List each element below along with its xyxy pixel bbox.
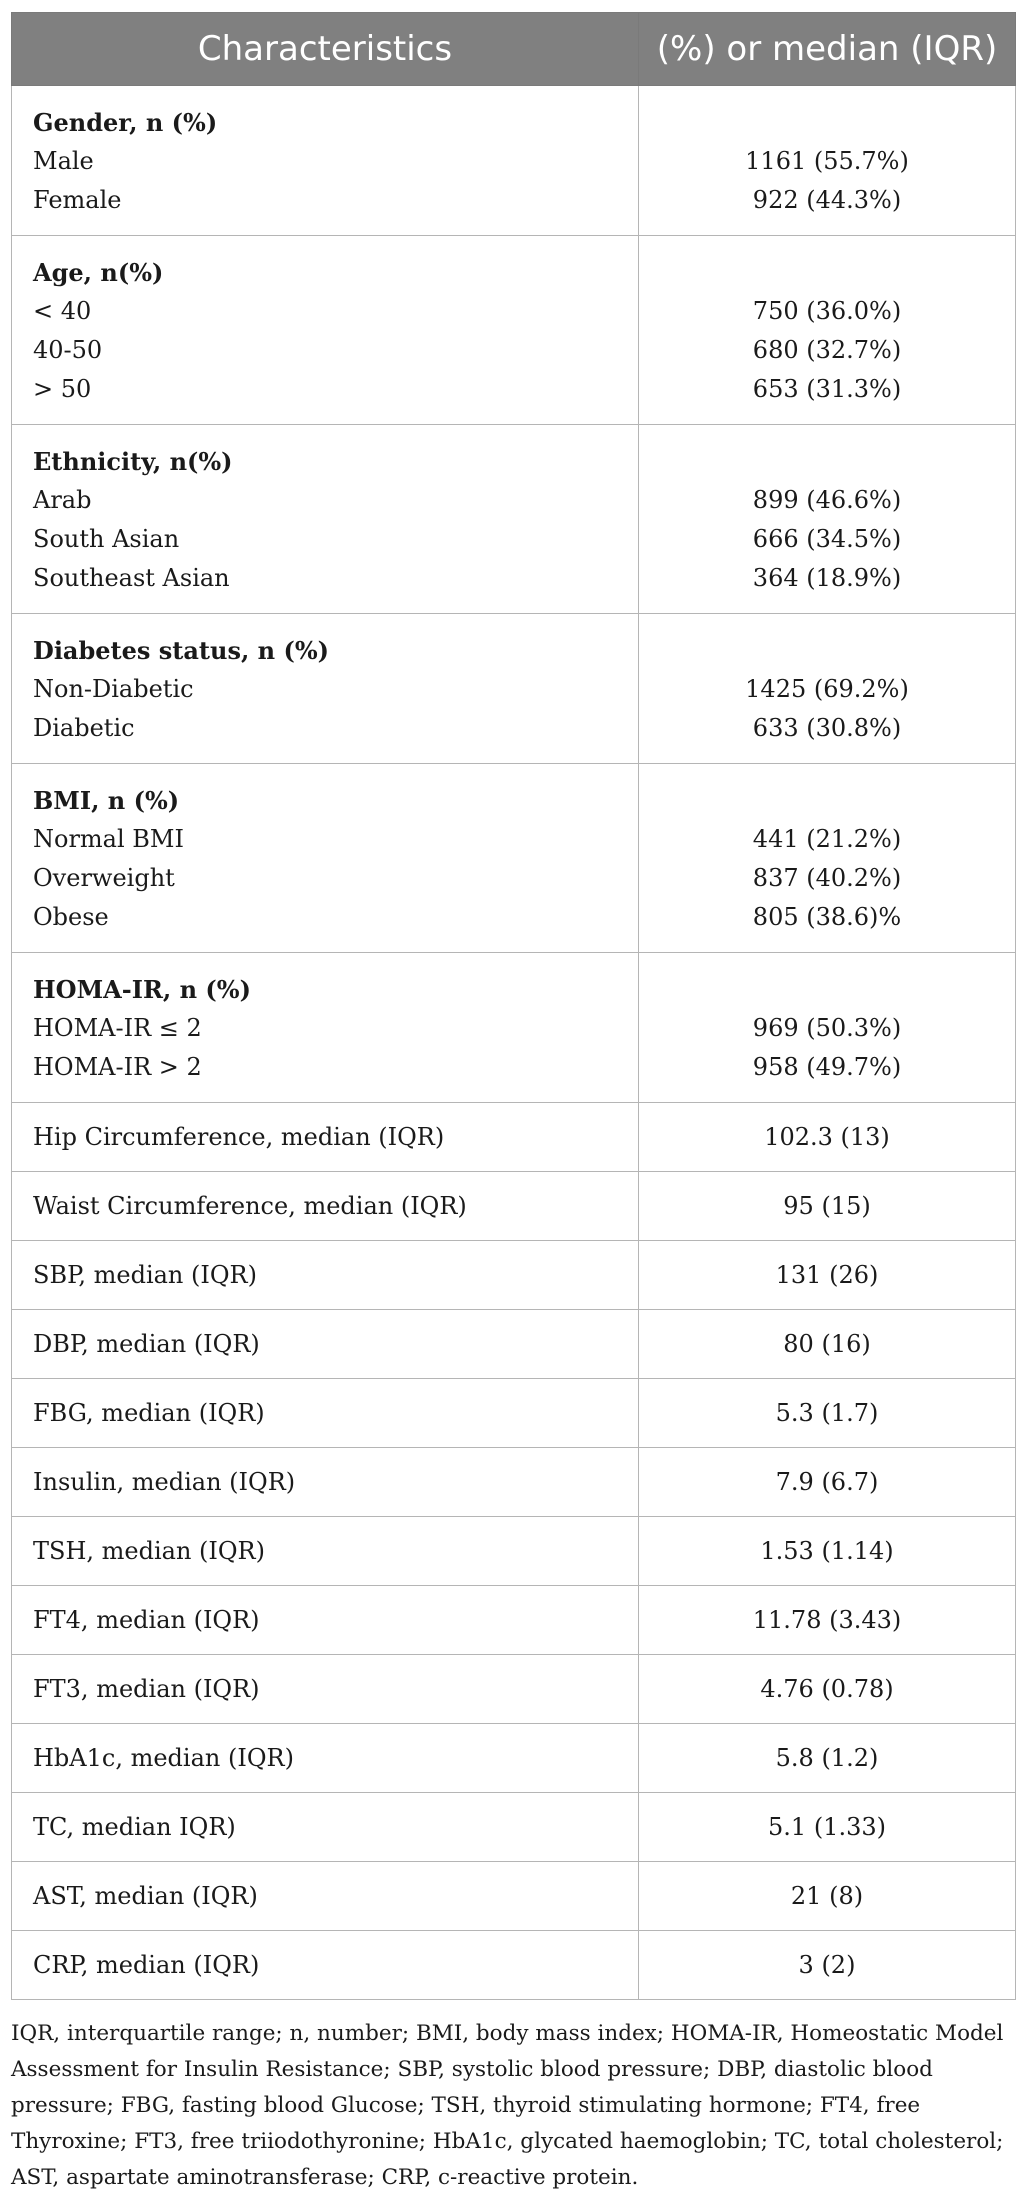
group-title: Diabetes status, n (%) [33, 636, 329, 665]
row-label: AST, median (IQR) [12, 1862, 639, 1931]
table-row [12, 1931, 1016, 2000]
row-label: FBG, median (IQR) [12, 1379, 639, 1448]
characteristics-table [11, 12, 1016, 2000]
row-label: DBP, median (IQR) [12, 1310, 639, 1379]
group-title: BMI, n (%) [33, 786, 180, 815]
row-label: HOMA-IR ≤ 2 [33, 1014, 202, 1042]
group-title: Age, n(%) [33, 258, 164, 287]
table-footnote: IQR, interquartile range; n, number; BMI, body mass index; HOMA-IR, Homeostatic Model Assessment for Insulin Resistance; SBP, systolic blood pressure; DBP, diastolic blood pressure; FBG, fasting blood Glucose; TSH, thyroid stimulating hormone; FT4, free Thyroxine; FT3, free triiodothyronine; HbA1c, glycated haemoglobin; TC, total cholesterol; AST, aspartate aminotransferase; CRP, c-reactive protein. [11, 2021, 1004, 2190]
table-row [12, 1724, 1016, 1793]
row-value: 11.78 (3.43) [639, 1586, 1016, 1655]
row-label: South Asian [33, 525, 180, 553]
table-row [12, 1241, 1016, 1310]
row-value: 5.8 (1.2) [639, 1724, 1016, 1793]
row-label: Normal BMI [33, 825, 184, 853]
row-label: CRP, median (IQR) [12, 1931, 639, 2000]
row-label: FT3, median (IQR) [12, 1655, 639, 1724]
row-label: 40-50 [33, 336, 103, 364]
row-value: 80 (16) [639, 1310, 1016, 1379]
group-label-cell [12, 86, 639, 236]
row-value: 5.1 (1.33) [639, 1793, 1016, 1862]
table-row [12, 1379, 1016, 1448]
table-container [11, 12, 1015, 2196]
row-label: Overweight [33, 864, 175, 892]
group-row [12, 425, 1016, 614]
table-row [12, 1310, 1016, 1379]
group-label-cell [12, 764, 639, 953]
group-label-cell [12, 953, 639, 1103]
table-row [12, 1793, 1016, 1862]
row-value: 653 (31.3%) [752, 375, 902, 403]
row-label: Male [33, 147, 94, 175]
group-row [12, 614, 1016, 764]
table-row [12, 1586, 1016, 1655]
row-label: Female [33, 186, 122, 214]
group-value-cell [639, 86, 1016, 236]
table-row [12, 1517, 1016, 1586]
group-label-cell [12, 425, 639, 614]
row-label: TC, median IQR) [12, 1793, 639, 1862]
row-value: 1161 (55.7%) [745, 147, 909, 175]
row-value: 364 (18.9%) [752, 564, 902, 592]
group-title: Ethnicity, n(%) [33, 447, 233, 476]
table-body [12, 86, 1016, 2000]
table-header-row [12, 13, 1016, 86]
row-value: 633 (30.8%) [752, 714, 902, 742]
group-row [12, 953, 1016, 1103]
group-row [12, 86, 1016, 236]
row-value: 441 (21.2%) [752, 825, 902, 853]
header-value: (%) or median (IQR) [639, 13, 1016, 86]
group-value-cell [639, 425, 1016, 614]
row-value: 837 (40.2%) [752, 864, 902, 892]
row-label: < 40 [33, 297, 92, 325]
row-value: 899 (46.6%) [752, 486, 902, 514]
row-value: 750 (36.0%) [752, 297, 902, 325]
row-value: 102.3 (13) [639, 1103, 1016, 1172]
group-value-cell [639, 614, 1016, 764]
row-label: Diabetic [33, 714, 135, 742]
row-value: 3 (2) [639, 1931, 1016, 2000]
group-label-cell [12, 614, 639, 764]
row-label: Southeast Asian [33, 564, 230, 592]
row-value: 666 (34.5%) [752, 525, 902, 553]
group-value-cell [639, 953, 1016, 1103]
row-value: 1.53 (1.14) [639, 1517, 1016, 1586]
row-value: 7.9 (6.7) [639, 1448, 1016, 1517]
row-label: HOMA-IR > 2 [33, 1053, 202, 1081]
table-row [12, 1655, 1016, 1724]
row-label: Hip Circumference, median (IQR) [12, 1103, 639, 1172]
row-value: 958 (49.7%) [752, 1053, 902, 1081]
table-row [12, 1103, 1016, 1172]
row-label: Waist Circumference, median (IQR) [12, 1172, 639, 1241]
row-label: Non-Diabetic [33, 675, 194, 703]
table-row [12, 1448, 1016, 1517]
row-value: 4.76 (0.78) [639, 1655, 1016, 1724]
row-value: 922 (44.3%) [752, 186, 902, 214]
row-label: SBP, median (IQR) [12, 1241, 639, 1310]
row-value: 95 (15) [639, 1172, 1016, 1241]
row-label: HbA1c, median (IQR) [12, 1724, 639, 1793]
row-label: > 50 [33, 375, 92, 403]
group-row [12, 764, 1016, 953]
header-characteristics: Characteristics [12, 13, 639, 86]
table-row [12, 1862, 1016, 1931]
table-row [12, 1172, 1016, 1241]
group-row [12, 236, 1016, 425]
row-value: 131 (26) [639, 1241, 1016, 1310]
row-label: FT4, median (IQR) [12, 1586, 639, 1655]
row-label: TSH, median (IQR) [12, 1517, 639, 1586]
group-value-cell [639, 764, 1016, 953]
row-label: Obese [33, 903, 109, 931]
row-label: Insulin, median (IQR) [12, 1448, 639, 1517]
group-title: Gender, n (%) [33, 108, 218, 137]
row-label: Arab [33, 486, 92, 514]
group-label-cell [12, 236, 639, 425]
row-value: 5.3 (1.7) [639, 1379, 1016, 1448]
row-value: 805 (38.6)% [752, 903, 902, 931]
row-value: 21 (8) [639, 1862, 1016, 1931]
group-value-cell [639, 236, 1016, 425]
group-title: HOMA-IR, n (%) [33, 975, 251, 1004]
row-value: 1425 (69.2%) [745, 675, 909, 703]
row-value: 969 (50.3%) [752, 1014, 902, 1042]
row-value: 680 (32.7%) [752, 336, 902, 364]
